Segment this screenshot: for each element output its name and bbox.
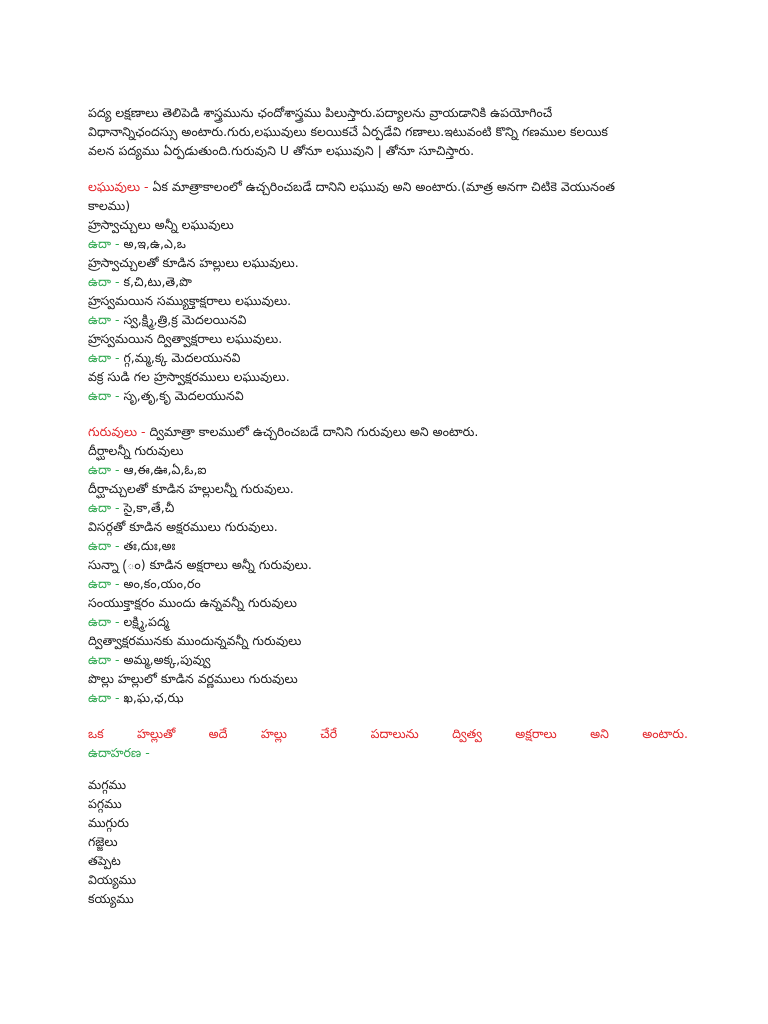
example-line [88,536,688,555]
guruvulu-definition [88,422,688,441]
laghuvulu-definition [88,177,688,196]
list-item: కయ్యము [88,891,134,906]
guruvulu-heading: గురువులు - [88,424,146,439]
example-label: ఉదా - [88,614,120,629]
example-line [88,688,688,707]
rule-text: సంయుక్తాక్షరం ముందు ఉన్నవన్నీ గురువులు [88,595,297,610]
laghuvulu-def-cont: కాలము) [88,198,131,213]
dvitva-word: హల్లు [260,726,287,741]
dvitva-definition [88,724,688,743]
example-label: ఉదా - [88,312,120,327]
example-text: అ,ఇ,ఉ,ఎ,ఒ [119,236,186,251]
example-text: అమ్మ,అక్క,పువ్వు [119,652,211,667]
rule-text: హ్రస్వమయిన ద్విత్వాక్షరాలు లఘువులు. [88,331,283,346]
example-text: ఖ,ఘ,ఛ,ఝ [119,690,184,705]
example-line [88,386,688,405]
list-item: తప్పెట [88,853,121,868]
list-item: గజ్జెలు [88,834,118,849]
rule-text: హ్రస్వమయిన సమ్యుక్తాక్షరాలు లఘువులు. [88,293,292,308]
example-text: సృ,తృ,కృ మెదలయునవి [119,388,244,403]
document-page [88,103,688,908]
laghuvulu-section [88,177,688,405]
guruvulu-section [88,422,688,707]
dvitva-word: అదే [208,726,228,741]
example-text: గ్గ,మ్మ,క్క మెదలయునవి [119,350,241,365]
example-label: ఉదా - [88,576,120,591]
intro-paragraph [88,103,688,160]
intro-line: వలన పద్యము ఏర్పడుతుంది.గురువుని U తోనూ లఘువుని | తోనూ సూచిస్తారు. [88,143,475,158]
example-line [88,460,688,479]
rule-text: హ్రస్వాచ్చులు అన్నీ లఘువులు [88,217,234,232]
example-label: ఉదా - [88,274,120,289]
example-line [88,234,688,253]
example-text: అం,కం,యం,రం [119,576,201,591]
example-text: ఆ,ఈ,ఊ,ఏ,ఓ,ఐ [119,462,207,477]
rule-text: వక్ర సుడి గల హ్రస్వాక్షరములు లఘువులు. [88,369,290,384]
intro-line: పద్య లక్షణాలు తెలిపెడి శాస్త్రమును ఛందోశాస్త్రము పిలుస్తారు.పద్యాలను వ్రాయడానికి ఉపయోగించే [88,105,553,120]
example-line [88,650,688,669]
example-text: స్వ,క్ష్మి,త్రి,క్ర మెదలయినవి [119,312,247,327]
example-text: లక్ష్మి,పద్మ [119,614,169,629]
rule-text: దీర్ఘాలన్నీ గురువులు [88,443,184,458]
example-label: ఉదా - [88,236,120,251]
dvitva-word: ఒక [88,726,104,741]
dvitva-section [88,724,688,908]
list-item: ముగ్గురు [88,815,129,830]
rule-text: విసర్గతో కూడిన అక్షరములు గురువులు. [88,519,278,534]
example-line [88,498,688,517]
list-item: మగ్గము [88,777,127,792]
example-label: ఉదా - [88,652,120,667]
example-text: తః,దుః,అః [119,538,176,553]
dvitva-word: హల్లుతో [137,726,176,741]
example-text: క,చి,టు,తె,పొ [119,274,192,289]
example-label: ఉదా - [88,690,120,705]
dvitva-word: అక్షరాలు [515,726,557,741]
dvitva-example-list [88,775,688,908]
list-item: పగ్గము [88,796,122,811]
rule-text: హ్రస్వాచ్చులతో కూడిన హల్లులు లఘువులు. [88,255,299,270]
example-label: ఉదా - [88,462,120,477]
example-line [88,612,688,631]
example-line [88,574,688,593]
dvitva-example-label: ఉదాహరణ - [88,745,150,760]
rule-text: పొల్లు హల్లులో కూడిన వర్ణములు గురువులు [88,671,298,686]
example-line [88,272,688,291]
guruvulu-def-text: ద్విమాత్రా కాలములో ఉచ్చరించబడే దానిని గురువులు అని అంటారు. [145,424,479,439]
example-line [88,348,688,367]
rule-text: ద్విత్వాక్షరమునకు ముందున్నవన్నీ గురువులు [88,633,302,648]
example-label: ఉదా - [88,350,120,365]
rule-text: సున్నా (ం) కూడిన అక్షరాలు అన్నీ గురువులు. [88,557,312,572]
dvitva-word: అంటారు. [642,726,688,741]
intro-line: విధానాన్నిఛందస్సు అంటారు.గురు,లఘువులు కలయికచే ఏర్పడేవి గణాలు.ఇటువంటి కొన్ని గణముల కలయిక [88,124,608,139]
dvitva-word: పదాలును [370,726,419,741]
laghuvulu-def-text: ఏక మాత్రాకాలంలో ఉచ్చరించబడే దానిని లఘువు అని అంటారు.(మాత్ర అనగా చిటికె వెయునంత [148,179,616,194]
rule-text: దీర్ఘాచ్చులతో కూడిన హల్లులన్నీ గురువులు. [88,481,294,496]
dvitva-word: చేరే [320,726,338,741]
example-label: ఉదా - [88,388,120,403]
laghuvulu-heading: లఘువులు - [88,179,149,194]
example-label: ఉదా - [88,538,120,553]
dvitva-word: అని [590,726,609,741]
example-label: ఉదా - [88,500,120,515]
dvitva-word: ద్విత్వ [452,726,482,741]
example-line [88,310,688,329]
example-text: సై,కా,తే,చీ [119,500,175,515]
list-item: వియ్యము [88,872,137,887]
